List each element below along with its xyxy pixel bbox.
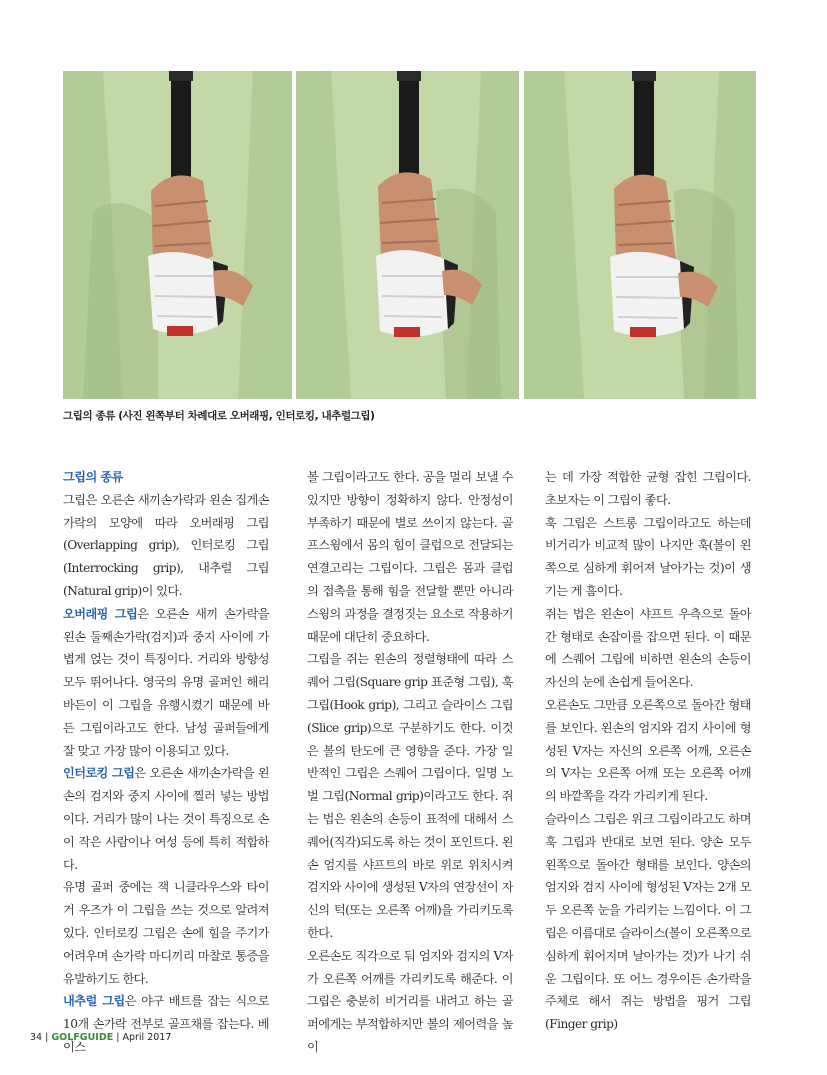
issue-date: April 2017 xyxy=(122,1032,172,1043)
page-footer xyxy=(30,1032,171,1043)
paragraph xyxy=(63,762,269,876)
paragraph: 는 데 가장 적합한 균형 잡힌 그립이다. 초보자는 이 그립이 좋다. xyxy=(545,470,751,507)
section-heading: 그립의 종류 xyxy=(63,470,123,484)
footer-separator: | xyxy=(116,1032,120,1043)
paragraph: 그립을 쥐는 왼손의 정렬형태에 따라 스퀘어 그립(Square grip 표준형 그립), 훅 그립(Hook grip), 그리고 슬라이스 그립(Slice grip)으로 구분하기도 한다. 이것은 볼의 탄도에 큰 영향을 준다. 가장 일반적인 그립은 스퀘어 그립이다. 일명 노벌 그립(Normal grip)이라고도 한다. 쥐는 법은 왼손의 손등이 표적에 대해서 스퀘어(직각)되도록 하는 것이 포인트다. 왼손 엄지를 샤프트의 바로 위로 위치시켜 검지와 사이에 생성된 V자의 연장선이 자신의 턱(또는 오른쪽 어깨)을 가리키도록 한다. xyxy=(307,652,513,940)
paragraph: 오른손도 그만큼 오른쪽으로 돌아간 형태를 보인다. 왼손의 엄지와 검지 사이에 형성된 V자는 자신의 오른쪽 어깨, 오른손의 V자는 오른쪽 어깨 또는 오른쪽 어깨의 바깥쪽을 각각 가리키게 된다. xyxy=(545,697,751,804)
text-column-3 xyxy=(545,466,751,1036)
paragraph: 볼 그립이라고도 한다. 공을 멀리 보낼 수 있지만 방향이 정확하지 않다. 안정성이 부족하기 때문에 별로 쓰이지 않는다. 골프스윙에서 몸의 힘이 클럽으로 전달되는 연결고리는 그립이다. 그립은 몸과 클럽의 접촉을 통해 힘을 전달할 뿐만 아니라 스윙의 과정을 결정짓는 요소로 작용하기 때문에 대단히 중요하다. xyxy=(307,470,513,644)
grip-photo-illustration xyxy=(296,71,519,399)
paragraph xyxy=(63,603,269,763)
text-column-1 xyxy=(63,466,269,1059)
paragraph-body: 은 오른손 새끼 손가락을 왼손 둘째손가락(검지)과 중지 사이에 가볍게 얹는 것이 특징이다. 거리와 방향성 모두 뛰어나다. 영국의 유명 골퍼인 해리 바든이 이 그립을 유행시켰기 때문에 바든 그립이라고도 한다. 남성 골퍼들에게 잘 맞고 가장 많이 이용되고 있다. xyxy=(63,606,269,758)
magazine-name: GOLFGUIDE xyxy=(51,1032,114,1043)
photo-caption: 그립의 종류 (사진 왼쪽부터 차례대로 오버래핑, 인터로킹, 내추럴그립) xyxy=(63,410,375,422)
grip-photo-illustration xyxy=(63,71,292,399)
paragraph-lead: 내추럴 그립 xyxy=(63,994,125,1009)
footer-separator: | xyxy=(45,1032,49,1043)
page-number: 34 xyxy=(30,1032,43,1043)
paragraph: 유명 골퍼 중에는 잭 니클라우스와 타이거 우즈가 이 그립을 쓰는 것으로 알려져 있다. 인터로킹 그립은 손에 힘을 주기가 어려우며 손가락 마디끼리 마찰로 통증을 유발하기도 한다. xyxy=(63,880,269,986)
paragraph-body: 은 야구 배트를 잡는 식으로 10개 손가락 전부로 골프채를 잡는다. 베이스 xyxy=(63,994,269,1054)
paragraph xyxy=(63,990,269,1058)
text-column-2 xyxy=(307,466,513,1059)
grip-photo-illustration xyxy=(524,71,756,399)
paragraph: 그립은 오른손 새끼손가락과 왼손 집게손가락의 모양에 따라 오버래핑 그립(Overlapping grip), 인터로킹 그립(Interrocking grip), 내추럴 그립(Natural grip)이 있다. xyxy=(63,492,269,598)
paragraph-lead: 인터로킹 그립 xyxy=(63,766,135,781)
paragraph: 훅 그립은 스트롱 그립이라고도 하는데 비거리가 비교적 많이 나지만 훅(볼이 왼쪽으로 심하게 휘어져 날아가는 것)이 생기는 게 흠이다. xyxy=(545,515,751,598)
paragraph-lead: 오버래핑 그립 xyxy=(63,606,138,621)
paragraph: 슬라이스 그립은 위크 그립이라고도 하며 훅 그립과 반대로 보면 된다. 양손 모두 왼쪽으로 돌아간 형태를 보인다. 양손의 엄지와 검지 사이에 형성된 V자는 2개 모두 오른쪽 눈을 가리키는 느낌이다. 이 그립은 이름대로 슬라이스(볼이 오른쪽으로 심하게 휘어지며 날아가는 것)가 나기 쉬운 그립이다. 또 어느 경우이든 손가락을 주체로 해서 쥐는 방법을 핑거 그립(Finger grip) xyxy=(545,811,751,1032)
photo-overlapping-grip xyxy=(63,71,292,399)
photo-strip xyxy=(63,71,756,399)
photo-interlocking-grip xyxy=(296,71,519,399)
photo-natural-grip xyxy=(524,71,756,399)
paragraph-body: 은 오른손 새끼손가락을 왼손의 검지와 중지 사이에 찔러 넣는 방법이다. 거리가 많이 나는 것이 특징으로 손이 작은 사람이나 여성 등에 특히 적합하다. xyxy=(63,766,269,872)
paragraph: 오른손도 직각으로 둬 엄지와 검지의 V자가 오른쪽 어깨를 가리키도록 해준다. 이 그립은 충분히 비거리를 내려고 하는 골퍼에게는 부적합하지만 볼의 제어력을 높이 xyxy=(307,948,513,1054)
paragraph: 쥐는 법은 왼손이 샤프트 우측으로 돌아간 형태로 손잡이를 잡으면 된다. 이 때문에 스퀘어 그립에 비하면 왼손의 손등이 자신의 눈에 손쉽게 들어온다. xyxy=(545,606,751,690)
